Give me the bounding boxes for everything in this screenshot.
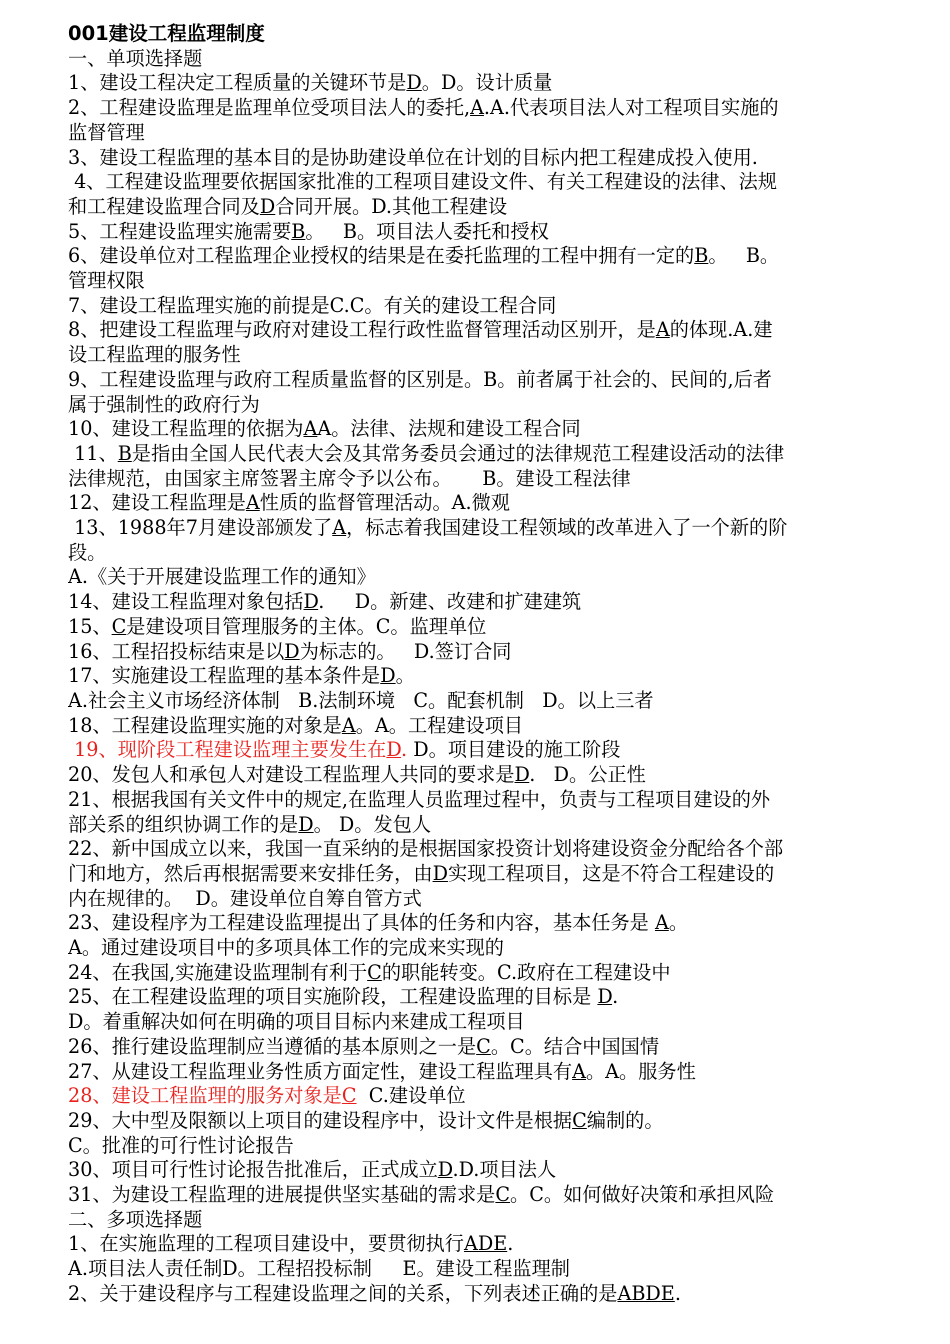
text-segment: 2、工程建设监理是监理单位受项目法人的委托, [68,96,471,120]
text-segment: C [476,1034,491,1058]
text-line [68,1134,902,1159]
text-segment: 编制的。 [586,1108,664,1132]
text-segment: 实现工程项目，这是不符合工程建设的 [447,861,775,885]
text-segment: ABDE [617,1281,675,1305]
text-segment: 和工程建设监理合同及 [68,194,260,218]
text-line [68,1010,902,1035]
text-segment: 的体现.A.建 [669,318,773,342]
text-segment: A。通过建设项目中的多项具体工作的完成来实现的 [68,936,504,960]
text-line [68,244,902,269]
text-line [68,813,902,838]
text-segment: D [597,985,613,1009]
text-segment: 25、在工程建设监理的项目实施阶段，工程建设监理的目标是 [68,985,598,1009]
text-line [68,985,902,1010]
text-segment: A.项目法人责任制D。工程招投标制 E。建设工程监理制 [68,1257,570,1281]
text-segment: 。 D。发包人 [313,812,432,836]
text-segment: D [514,763,530,787]
text-segment: .A.代表项目法人对工程项目实施的 [483,96,779,120]
text-line [68,146,902,171]
text-segment: A [654,911,669,935]
text-segment: A [341,713,356,737]
text-segment: A.《关于开展建设监理工作的通知》 [68,565,376,589]
text-line [68,689,902,714]
text-line [68,318,902,343]
text-segment: D [380,664,396,688]
text-segment: . D。公正性 [529,763,646,787]
text-segment: 是指由全国人民代表大会及其常务委员会通过的法律规范工程建设活动的法律 [131,441,785,465]
text-line [68,837,902,862]
text-segment: . [401,738,414,762]
text-segment: 性质的监督管理活动。A.微观 [259,491,510,515]
text-segment: 门和地方，然后再根据需要来安排任务，由 [68,861,433,885]
text-line [68,911,902,936]
text-line [68,121,902,146]
text-segment: 监督管理 [68,120,145,144]
text-segment: C.建设单位 [356,1084,466,1108]
text-line [68,343,902,368]
text-segment: C [367,960,382,984]
text-segment: 8、把建设工程监理与政府对建设工程行政性监督管理活动区别开，是 [68,318,656,342]
text-segment: 21、根据我国有关文件中的规定,在监理人员监理过程中，负责与工程项目建设的外 [68,787,771,811]
text-segment: 23、建设程序为工程建设监理提出了具体的任务和内容，基本任务是 [68,911,655,935]
text-segment: 27、从建设工程监理业务性质方面定性，建设工程监理具有 [68,1059,573,1083]
text-line [68,1257,902,1282]
text-segment: D。项目建设的施工阶段 [413,738,621,762]
text-segment: A [470,96,484,120]
text-line [68,1232,902,1257]
text-segment: ADE [463,1232,508,1256]
text-segment: 。 B。项目法人委托和授权 [305,219,549,243]
text-segment: 4、工程建设监理要依据国家批准的工程项目建设文件、有关工程建设的法律、法规 [68,170,778,194]
text-segment: . [674,1281,681,1305]
text-line [68,590,902,615]
document-title [68,22,902,47]
text-line [68,368,902,393]
text-line [68,1084,902,1109]
text-segment: 29、大中型及限额以上项目的建设程序中，设计文件是根据 [68,1108,573,1132]
text-segment: 属于强制性的政府行为 [68,392,260,416]
text-segment: 2、关于建设程序与工程建设监理之间的关系，下列表述正确的是 [68,1281,618,1305]
text-segment: 二、多项选择题 [68,1207,203,1231]
text-segment: 22、新中国成立以来，我国一直采纳的是根据国家投资计划将建设资金分配给各个部 [68,837,784,861]
text-line [68,887,902,912]
text-segment: 内在规律的。 D。建设单位自筹自管方式 [68,886,422,910]
text-segment: A [655,318,670,342]
text-line [68,714,902,739]
text-segment: B [291,219,306,243]
text-segment: D [303,590,319,614]
text-segment: 设工程监理的服务性 [68,343,241,367]
text-segment: D [437,1158,453,1182]
text-segment: ，标志着我国建设工程领域的改革进入了一个新的阶 [346,516,788,540]
text-segment: 14、建设工程监理对象包括 [68,590,304,614]
text-line [68,788,902,813]
text-segment: 18、工程建设监理实施的对象是 [68,713,342,737]
text-line [68,664,902,689]
text-line [68,516,902,541]
text-segment: 。C。如何做好决策和承担风险 [510,1183,775,1207]
text-segment: 15、 [68,614,112,638]
text-line [68,640,902,665]
text-segment: 5、工程建设监理实施需要 [68,219,292,243]
text-segment: 的职能转变。C.政府在工程建设中 [381,960,671,984]
text-segment: 17、实施建设工程监理的基本条件是 [68,664,381,688]
text-segment: 。 [668,911,688,935]
text-segment: C [111,614,127,638]
text-segment: B [117,441,132,465]
text-line [68,541,902,566]
text-segment: . D。新建、改建和扩建建筑 [318,590,582,614]
text-segment: 9、工程建设监理与政府工程质量监督的区别是。B。前者属于社会的、民间的,后者 [68,367,772,391]
text-line [68,417,902,442]
text-segment: 3、建设工程监理的基本目的是协助建设单位在计划的目标内把工程建成投入使用. [68,145,758,169]
text-segment: 。A。工程建设项目 [355,713,524,737]
text-line [68,1282,902,1307]
text-segment: 法律规范，由国家主席签署主席令予以公布。 B。建设工程法律 [68,466,631,490]
text-segment: 26、推行建设监理制应当遵循的基本原则之一是 [68,1034,477,1058]
text-segment: 部关系的组织协调工作的是 [68,812,299,836]
text-segment: 。D。设计质量 [421,71,553,95]
text-line [68,294,902,319]
text-segment: 是建设项目管理服务的主体。C。监理单位 [126,614,487,638]
text-segment: D [386,738,402,762]
text-segment: 12、建设工程监理是 [68,491,246,515]
text-line [68,961,902,986]
text-segment: 一、单项选择题 [68,46,203,70]
text-segment: 13、1988年7月建设部颁发了 [68,516,333,540]
text-segment: A.社会主义市场经济体制 B.法制环境 C。配套机制 D。以上三者 [68,688,654,712]
text-line [68,1208,902,1233]
text-line [68,47,902,72]
text-segment: 31、为建设工程监理的进展提供坚实基础的需求是 [68,1183,496,1207]
text-segment: . [612,985,619,1009]
text-line [68,220,902,245]
text-segment: 。 [395,664,415,688]
text-line [68,763,902,788]
text-segment: 28、建设工程监理的服务对象是 [68,1084,342,1108]
text-segment: D。着重解决如何在明确的项目目标内来建成工程项目 [68,1010,525,1034]
text-line [68,467,902,492]
text-line [68,269,902,294]
text-segment: 20、发包人和承包人对建设工程监理人共同的要求是 [68,763,515,787]
text-segment: 11、 [68,441,118,465]
text-segment: . [507,1232,514,1256]
text-segment: 6、建设单位对工程监理企业授权的结果是在委托监理的工程中拥有一定的 [68,244,695,268]
text-segment: C。批准的可行性讨论报告 [68,1133,294,1157]
text-segment: 30、项目可行性讨论报告批准后，正式成立 [68,1158,438,1182]
text-line [68,615,902,640]
text-line [68,738,902,763]
text-segment: 段。 [68,540,107,564]
text-line [68,170,902,195]
text-segment: D [298,812,314,836]
text-segment: A。法律、法规和建设工程合同 [317,417,581,441]
text-segment: D [432,861,448,885]
text-segment: A [332,516,347,540]
text-line [68,1060,902,1085]
text-segment: 。A。服务性 [585,1059,696,1083]
text-segment: B [694,244,709,268]
text-line [68,565,902,590]
text-segment: A [245,491,260,515]
text-line [68,491,902,516]
text-segment: 。 B。 [708,244,780,268]
text-segment: 1、在实施监理的工程项目建设中，要贯彻执行 [68,1232,464,1256]
text-segment: D [406,71,422,95]
text-segment: 001建设工程监理制度 [68,22,265,45]
text-line [68,862,902,887]
text-segment: 合同开展。D.其他工程建设 [275,194,508,218]
text-line [68,195,902,220]
text-segment: 16、工程招投标结束是以 [68,639,285,663]
text-segment: .D.项目法人 [452,1158,557,1182]
text-line [68,936,902,961]
text-segment: C [572,1108,587,1132]
text-segment: 1、建设工程决定工程质量的关键环节是 [68,71,407,95]
text-segment: A [303,417,318,441]
text-segment: D [284,639,300,663]
text-segment: 为标志的。 D.签订合同 [299,639,512,663]
text-line [68,96,902,121]
text-line [68,393,902,418]
text-line [68,1109,902,1134]
text-line [68,71,902,96]
text-segment: 。C。结合中国国情 [490,1034,660,1058]
text-segment: A [572,1059,586,1083]
text-line [68,1158,902,1183]
text-line [68,1183,902,1208]
text-segment: C [341,1084,357,1108]
text-line [68,442,902,467]
text-segment: C [495,1183,511,1207]
text-segment: 7、建设工程监理实施的前提是C.C。有关的建设工程合同 [68,293,557,317]
text-line [68,1035,902,1060]
text-segment: 19、现阶段工程建设监理主要发生在 [68,738,387,762]
text-segment: 管理权限 [68,269,145,293]
text-segment: D [259,194,276,218]
text-segment: 10、建设工程监理的依据为 [68,417,304,441]
text-segment: 24、在我国,实施建设监理制有利于 [68,960,368,984]
